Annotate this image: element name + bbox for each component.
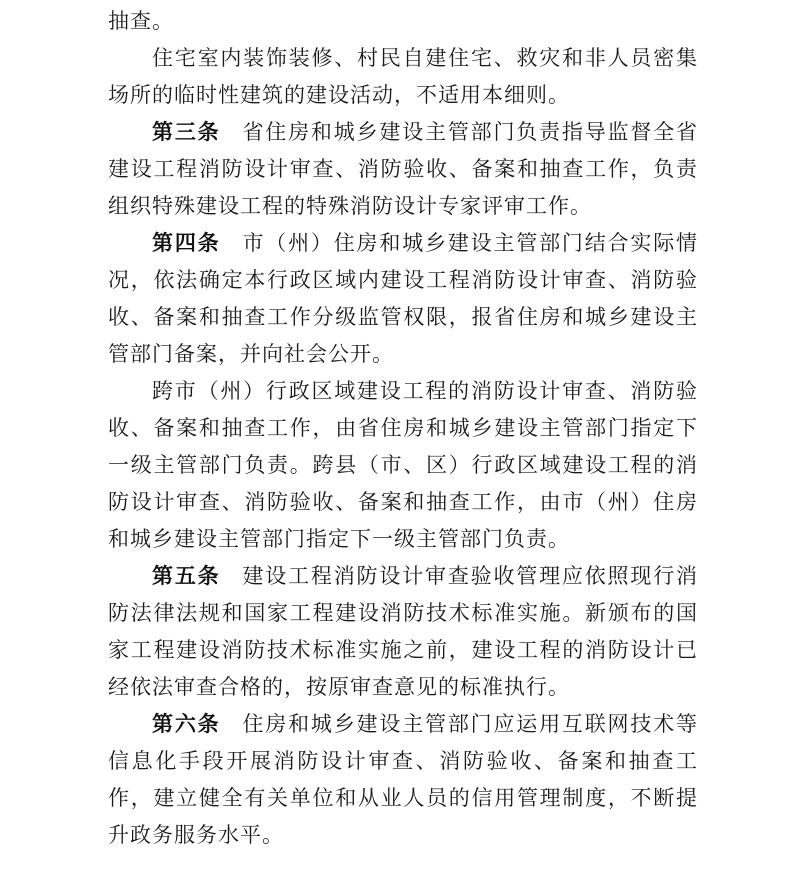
continuation-text: 抽查。 <box>108 9 174 33</box>
document-page <box>108 0 698 854</box>
article-3-text: 省住房和城乡建设主管部门负责指导监督全省建设工程消防设计审查、消防验收、备案和抽查工作，负责组织特殊建设工程的特殊消防设计专家评审工作。 <box>108 120 699 218</box>
article-4-extra-paragraph: 跨市（州）行政区域建设工程的消防设计审查、消防验收、备案和抽查工作，由省住房和城乡建设主管部门指定下一级主管部门负责。跨县（市、区）行政区域建设工程的消防设计审查、消防验收、备案和抽查工作，由市（州）住房和城乡建设主管部门指定下一级主管部门负责。 <box>108 379 698 551</box>
article-5-heading: 第五条 <box>152 564 221 588</box>
article-5 <box>108 558 698 706</box>
article-3 <box>108 114 698 225</box>
article-6 <box>108 706 698 854</box>
article-3-heading: 第三条 <box>152 120 221 144</box>
article-6-heading: 第六条 <box>152 712 221 736</box>
article-4-heading: 第四条 <box>152 231 221 255</box>
article-4-text: 市（州）住房和城乡建设主管部门结合实际情况，依法确定本行政区域内建设工程消防设计审查、消防验收、备案和抽查工作分级监管权限，报省住房和城乡建设主管部门备案，并向社会公开。 <box>108 231 699 366</box>
article-5-text: 建设工程消防设计审查验收管理应依照现行消防法律法规和国家工程建设消防技术标准实施。新颁布的国家工程建设消防技术标准实施之前，建设工程的消防设计已经依法审查合格的，按原审查意见的标准执行。 <box>108 564 699 699</box>
exclusion-paragraph: 住宅室内装饰装修、村民自建住宅、救灾和非人员密集场所的临时性建筑的建设活动，不适用本细则。 <box>108 46 698 107</box>
article-6-text: 住房和城乡建设主管部门应运用互联网技术等信息化手段开展消防设计审查、消防验收、备案和抽查工作，建立健全有关单位和从业人员的信用管理制度，不断提升政务服务水平。 <box>108 712 699 847</box>
article-4 <box>108 225 698 373</box>
